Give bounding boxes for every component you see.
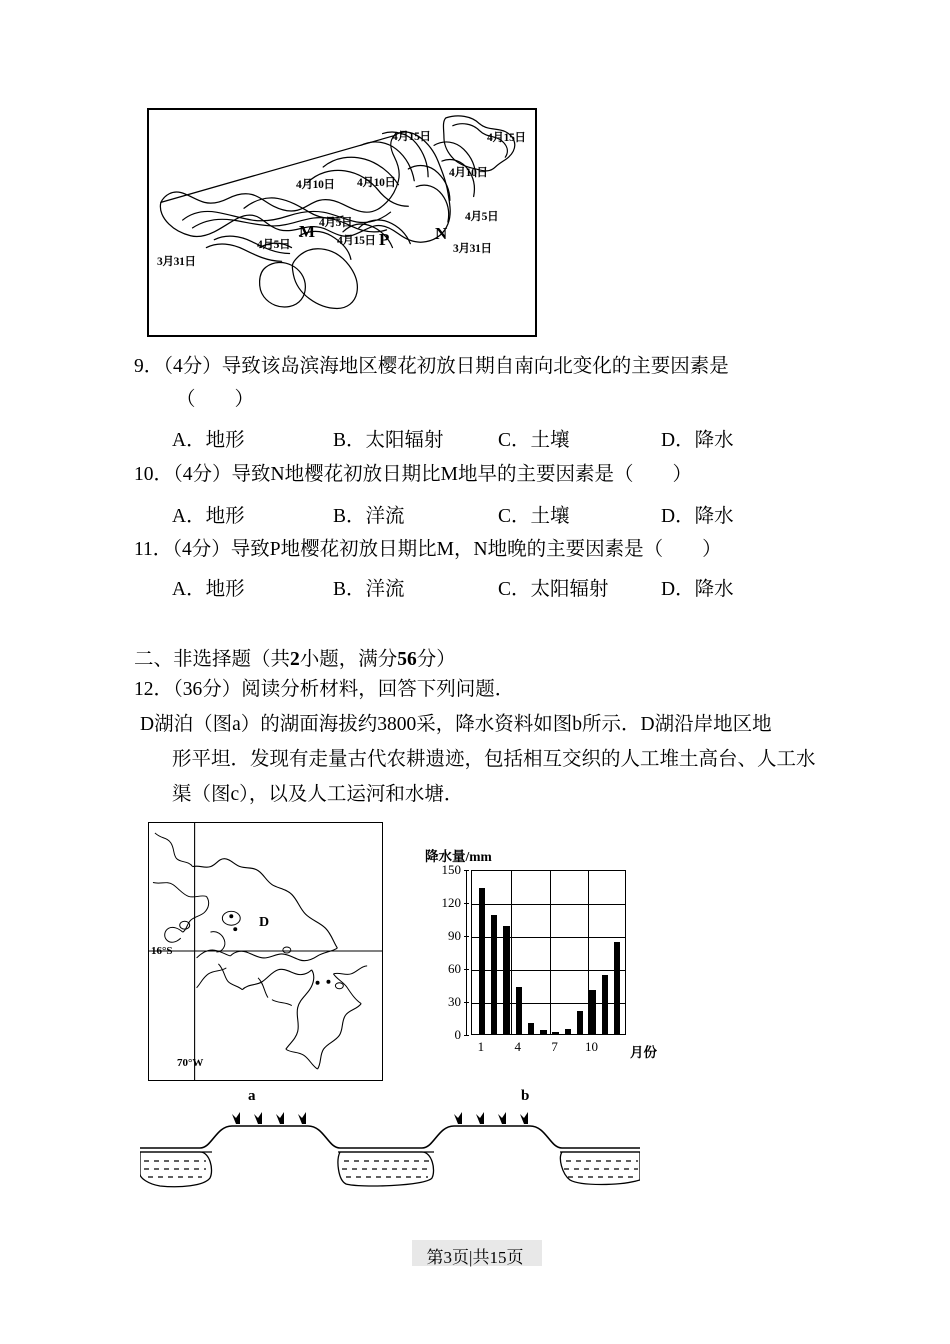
q11-option-c[interactable]: C．太阳辐射 bbox=[498, 579, 609, 600]
chart-bar bbox=[565, 1029, 571, 1035]
q9-text: 导致该岛滨海地区樱花初放日期自南向北变化的主要因素是 bbox=[221, 356, 729, 377]
map-point-n: N bbox=[435, 224, 448, 243]
chart-y-axis-title: 降水量/mm bbox=[425, 849, 492, 864]
question-9-bracket: （ ） bbox=[176, 389, 255, 410]
question-11-stem bbox=[134, 540, 722, 560]
q9-number: 9． bbox=[134, 356, 164, 377]
isochrone-label: 4月10日 bbox=[449, 167, 488, 179]
q11-score: （4分） bbox=[172, 539, 231, 560]
isochrone-label: 4月15日 bbox=[487, 132, 526, 144]
chart-bar bbox=[479, 888, 485, 1034]
chart-y-tick: 120 bbox=[441, 895, 461, 910]
isochrone-label: 3月31日 bbox=[453, 243, 492, 255]
chart-y-tick-mark bbox=[464, 969, 469, 970]
figure-a-caption: a bbox=[248, 1088, 256, 1104]
q11-option-a[interactable]: A．地形 bbox=[172, 579, 245, 600]
chart-y-axis-line bbox=[466, 870, 467, 1035]
figure-c-raised-field-cross-section bbox=[140, 1108, 640, 1203]
chart-x-axis-title: 月份 bbox=[630, 1045, 657, 1060]
chart-y-tick: 150 bbox=[441, 862, 461, 877]
q10-option-c[interactable]: C．土壤 bbox=[498, 506, 570, 527]
japan-cherry-blossom-map bbox=[147, 108, 537, 337]
chart-y-tick: 30 bbox=[448, 994, 461, 1009]
question-12-stem bbox=[134, 680, 514, 700]
chart-x-tick: 4 bbox=[514, 1039, 521, 1054]
q10-score: （4分） bbox=[173, 464, 232, 485]
chart-bar bbox=[602, 975, 608, 1034]
chart-bars bbox=[472, 871, 625, 1034]
map-point-m: M bbox=[299, 222, 316, 241]
figure-a-svg bbox=[149, 823, 382, 1080]
q12-text: 阅读分析材料，回答下列问题． bbox=[241, 679, 515, 700]
chart-y-tick: 0 bbox=[454, 1027, 461, 1042]
isochrone-label: 4月5日 bbox=[465, 211, 499, 223]
q12-number: 12． bbox=[134, 679, 174, 700]
crop-glyphs-mound-1 bbox=[232, 1112, 306, 1124]
isochrone-label: 4月5日 bbox=[319, 217, 353, 229]
chart-bar bbox=[528, 1023, 534, 1034]
chart-y-tick-mark bbox=[464, 936, 469, 937]
chart-plot-area bbox=[471, 870, 626, 1035]
chart-bar bbox=[589, 990, 595, 1034]
map-point-p: P bbox=[379, 230, 390, 249]
chart-bar bbox=[552, 1032, 558, 1034]
isochrone-label: 4月10日 bbox=[357, 177, 396, 189]
question-10-stem bbox=[134, 465, 692, 485]
q10-option-a[interactable]: A．地形 bbox=[172, 506, 245, 527]
page-footer: 第3页|共15页 bbox=[426, 1248, 524, 1267]
q9-option-b[interactable]: B．太阳辐射 bbox=[333, 430, 444, 451]
chart-bar bbox=[503, 926, 509, 1034]
q9-option-d[interactable]: D．降水 bbox=[661, 430, 734, 451]
chart-x-tick: 10 bbox=[585, 1039, 599, 1054]
chart-x-tick: 7 bbox=[551, 1039, 558, 1054]
q12-material-line-3: 渠（图c），以及人工运河和水塘． bbox=[172, 784, 464, 805]
q11-option-d[interactable]: D．降水 bbox=[661, 579, 734, 600]
figure-a-lake-label: D bbox=[259, 915, 270, 930]
isochrone-label: 4月15日 bbox=[392, 131, 431, 143]
chart-y-tick-mark bbox=[464, 1035, 469, 1036]
chart-bar bbox=[491, 915, 497, 1034]
q9-option-c[interactable]: C．土壤 bbox=[498, 430, 570, 451]
q11-option-b[interactable]: B．洋流 bbox=[333, 579, 405, 600]
q11-text: 导致P地樱花初放日期比M，N地晚的主要因素是（ ） bbox=[230, 539, 722, 560]
figure-a-lake-map bbox=[148, 822, 383, 1081]
q12-material-line-2: 形平坦．发现有走量古代农耕遗迹，包括相互交织的人工堆土高台、人工水 bbox=[172, 749, 816, 770]
figure-a-longitude-label: 70°W bbox=[177, 1057, 204, 1069]
chart-y-tick: 90 bbox=[448, 928, 461, 943]
crop-glyphs-mound-2 bbox=[454, 1112, 528, 1124]
figure-c-svg bbox=[140, 1108, 640, 1203]
q10-number: 10． bbox=[134, 464, 174, 485]
figure-b-precipitation-chart bbox=[425, 845, 670, 1085]
chart-bar bbox=[577, 1011, 583, 1034]
q10-text: 导致N地樱花初放日期比M地早的主要因素是（ ） bbox=[231, 464, 692, 485]
section-two-heading: 二、非选择题（共2小题，满分56分） bbox=[134, 649, 456, 670]
isochrone-label: 4月5日 bbox=[257, 239, 291, 251]
chart-bar bbox=[516, 987, 522, 1034]
chart-y-tick-mark bbox=[464, 1002, 469, 1003]
figure-b-caption: b bbox=[521, 1088, 530, 1104]
q10-option-d[interactable]: D．降水 bbox=[661, 506, 734, 527]
question-9-stem bbox=[134, 357, 729, 377]
isochrone-label: 3月31日 bbox=[157, 256, 196, 268]
chart-x-tick: 1 bbox=[477, 1039, 485, 1054]
isochrone-label: 4月10日 bbox=[296, 179, 335, 191]
chart-bar bbox=[540, 1030, 546, 1034]
q12-material-line-1: D湖泊（图a）的湖面海拔约3800采，降水资料如图b所示．D湖沿岸地区地 bbox=[140, 714, 772, 735]
isochrone-label: 4月15日 bbox=[337, 235, 376, 247]
q9-option-a[interactable]: A．地形 bbox=[172, 430, 245, 451]
chart-bar bbox=[614, 942, 620, 1034]
q10-option-b[interactable]: B．洋流 bbox=[333, 506, 405, 527]
chart-y-tick-mark bbox=[464, 870, 469, 871]
chart-y-tick: 60 bbox=[448, 961, 461, 976]
q11-number: 11． bbox=[134, 539, 173, 560]
chart-y-tick-mark bbox=[464, 903, 469, 904]
q9-score: （4分） bbox=[163, 356, 222, 377]
figure-a-latitude-label: 16°S bbox=[151, 945, 173, 957]
q12-score: （36分） bbox=[173, 679, 242, 700]
